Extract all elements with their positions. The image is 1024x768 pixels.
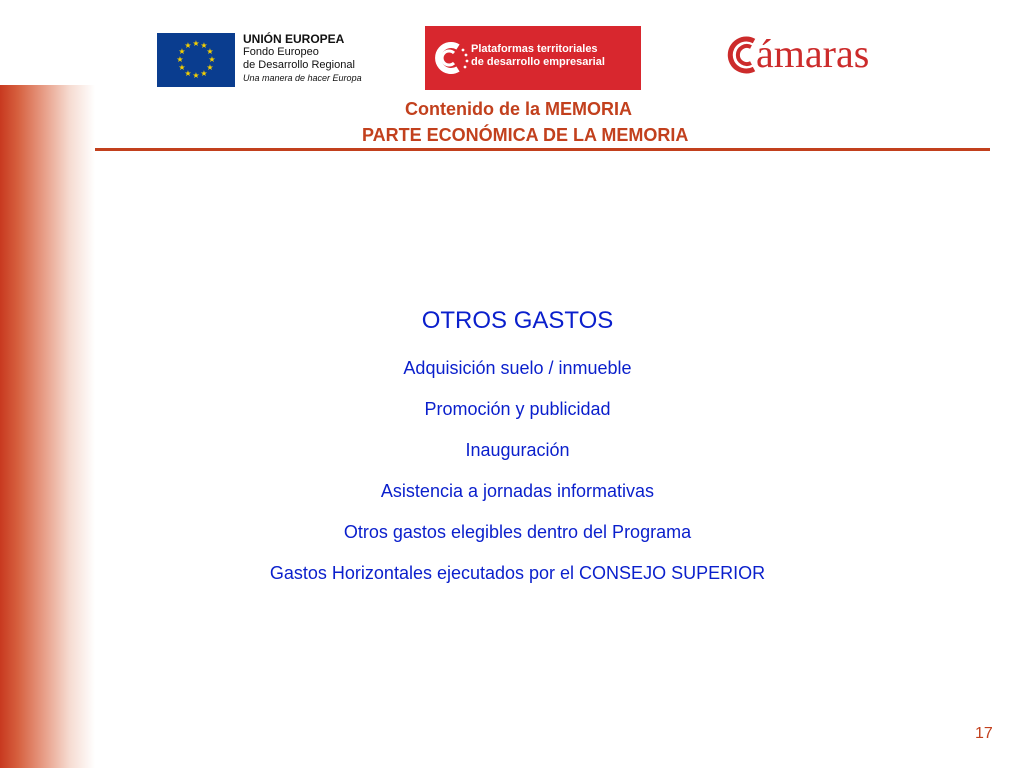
plataformas-line-2: de desarrollo empresarial [471,56,605,68]
list-item: Promoción y publicidad [424,399,611,419]
camaras-logo [724,30,929,82]
svg-text:★: ★ [178,63,186,72]
page-title: Contenido de la MEMORIA [405,99,632,119]
svg-text:★: ★ [178,47,186,56]
list-item: Gastos Horizontales ejecutados por el CONSEJO SUPERIOR [269,563,766,583]
expense-list [150,357,885,584]
page-subtitle: PARTE ECONÓMICA DE LA MEMORIA [362,125,689,145]
list-item: Inauguración [465,440,570,460]
list-item: Otros gastos elegibles dentro del Programa [343,522,692,542]
svg-text:★: ★ [208,55,216,64]
svg-text:★: ★ [206,63,214,72]
plataformas-c-icon [430,38,470,78]
eu-fund-line-2: de Desarrollo Regional [243,59,355,71]
svg-text:★: ★ [192,39,200,48]
svg-text:★: ★ [200,41,208,50]
svg-text:★: ★ [184,69,192,78]
section-heading: OTROS GASTOS [421,307,614,334]
svg-text:★: ★ [184,41,192,50]
header-divider [95,148,990,151]
eu-motto: Una manera de hacer Europa [243,73,362,83]
main-content [150,305,885,603]
svg-text:★: ★ [206,47,214,56]
eu-title: UNIÓN EUROPEA [243,32,345,46]
eu-logo [157,33,362,89]
camaras-wordmark: ámaras [756,31,870,76]
svg-text:★: ★ [176,55,184,64]
page-number: 17 [975,725,993,742]
list-item: Adquisición suelo / inmueble [403,358,632,378]
svg-text:★: ★ [200,69,208,78]
side-gradient-bar [0,85,95,768]
plataformas-logo [425,26,641,90]
plataformas-line-1: Plataformas territoriales [471,43,598,55]
list-item: Asistencia a jornadas informativas [380,481,655,501]
eu-flag-icon [157,33,235,87]
eu-fund-line-1: Fondo Europeo [243,46,319,58]
svg-text:★: ★ [192,71,200,80]
